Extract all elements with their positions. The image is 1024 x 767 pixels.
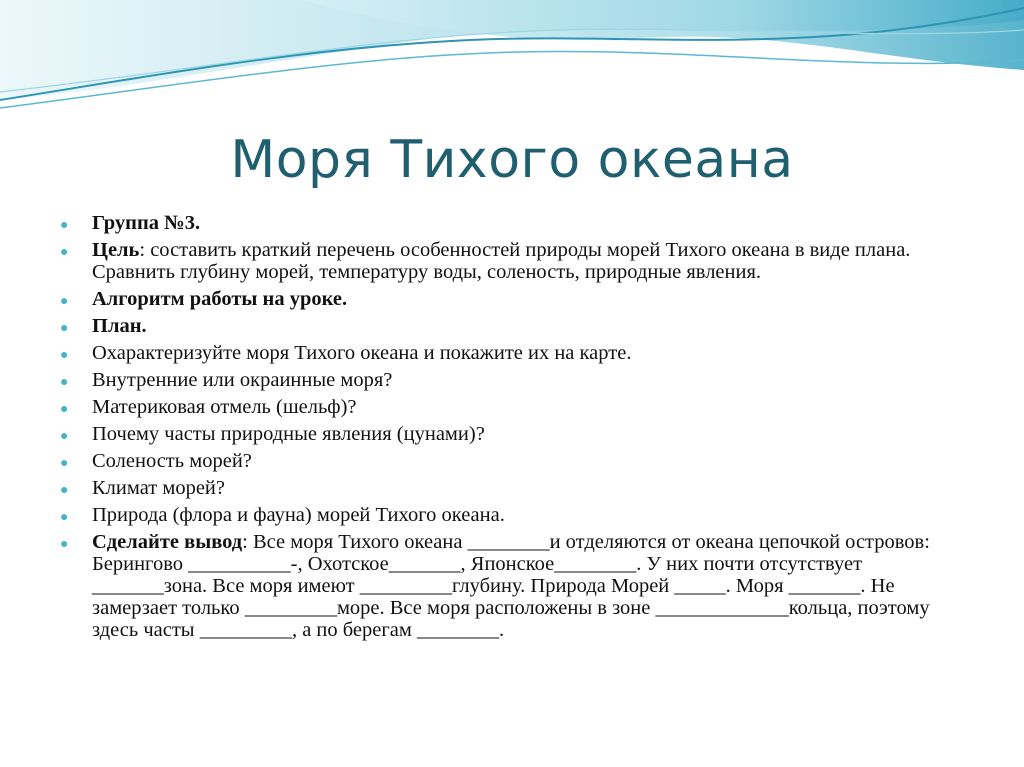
bullet-bold-text: Сделайте вывод — [92, 531, 243, 553]
bullet-item — [60, 396, 960, 418]
bullet-text: Внутренние или окраинные моря? — [92, 369, 393, 391]
bullet-item — [60, 288, 960, 310]
bullet-icon: ● — [60, 402, 69, 417]
bullet-bold-text: Алгоритм работы на уроке. — [92, 288, 348, 310]
bullet-text: Соленость морей? — [92, 450, 252, 472]
bullet-item — [60, 477, 960, 499]
bullet-icon: ● — [60, 321, 69, 336]
bullet-bold-text: Группа №3. — [92, 212, 201, 234]
bullet-text: Почему часты природные явления (цунами)? — [92, 423, 485, 445]
bullet-icon: ● — [60, 245, 69, 260]
bullet-item — [60, 212, 960, 234]
bullet-item — [60, 504, 960, 526]
bullet-item — [60, 342, 960, 364]
decorative-wave-header — [0, 0, 1024, 120]
bullet-bold-text: Цель — [92, 239, 140, 261]
bullet-item — [60, 450, 960, 472]
bullet-bold-text: План. — [92, 315, 147, 337]
bullet-icon: ● — [60, 429, 69, 444]
slide-title: Моря Тихого океана — [230, 130, 794, 190]
bullet-text: : Все моря Тихого океана ________и отделяются от океана цепочкой островов: Берингово __________-, Охотское_______, Японское________. У них почти отсутствует _______зона. Все моря имеют _________глубину. Природа Морей _____. Моря _______. Не замерзает только _________море. Все моря расположены в зоне _____________кольца, поэтому здесь часты _________, а по берегам ________. — [92, 531, 930, 641]
bullet-icon: ● — [60, 375, 69, 390]
bullet-icon: ● — [60, 218, 69, 233]
bullet-item — [60, 531, 960, 641]
bullet-list — [60, 212, 960, 641]
slide-content — [60, 212, 960, 646]
bullet-icon: ● — [60, 483, 69, 498]
bullet-text: : составить краткий перечень особенностей природы морей Тихого океана в виде плана. Сравнить глубину морей, температуру воды, соленость, природные явления. — [92, 239, 911, 283]
bullet-icon: ● — [60, 294, 69, 309]
bullet-text: Охарактеризуйте моря Тихого океана и покажите их на карте. — [92, 342, 632, 364]
bullet-item — [60, 315, 960, 337]
bullet-item — [60, 239, 960, 283]
bullet-item — [60, 369, 960, 391]
bullet-text: Природа (флора и фауна) морей Тихого океана. — [92, 504, 505, 526]
bullet-item — [60, 423, 960, 445]
bullet-icon: ● — [60, 510, 69, 525]
bullet-icon: ● — [60, 456, 69, 471]
bullet-icon: ● — [60, 537, 69, 552]
bullet-text: Климат морей? — [92, 477, 225, 499]
bullet-text: Материковая отмель (шельф)? — [92, 396, 357, 418]
bullet-icon: ● — [60, 348, 69, 363]
